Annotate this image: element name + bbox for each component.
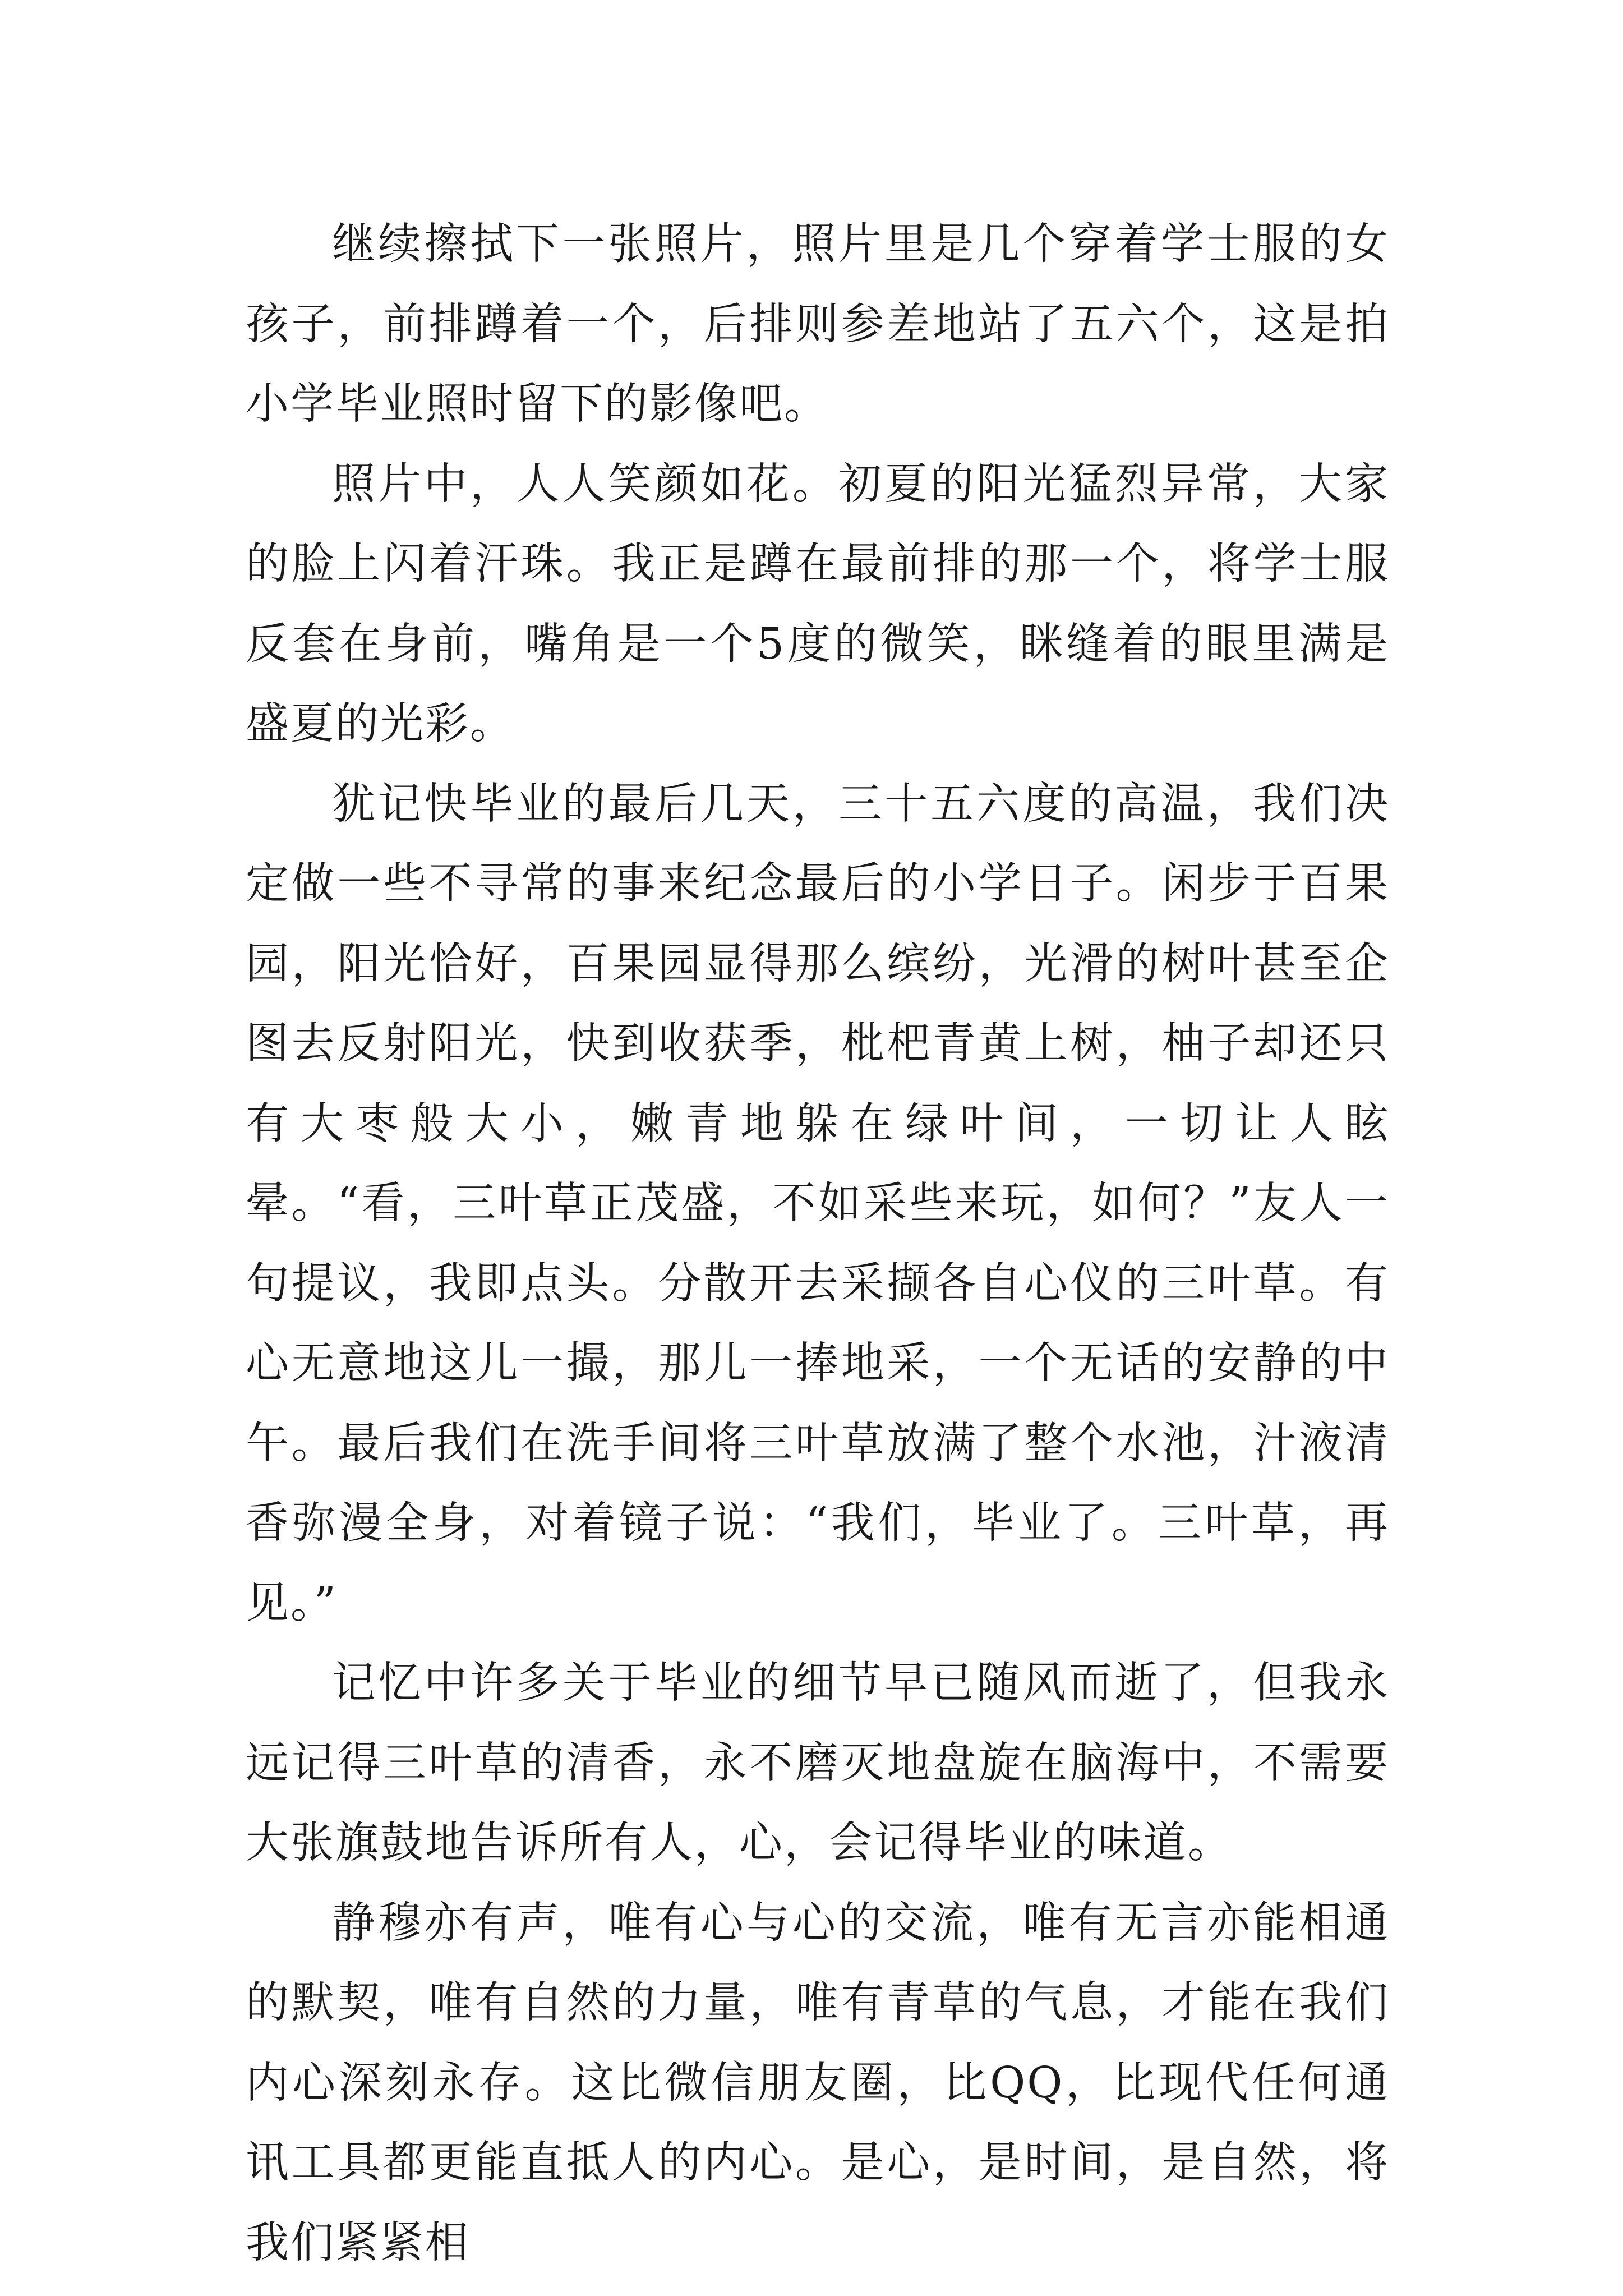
paragraph-graduation-taste: 记忆中许多关于毕业的细节早已随风而逝了，但我永远记得三叶草的清香，永不磨灭地盘旋在脑海中，不需要大张旗鼓地告诉所有人，心，会记得毕业的味道。 xyxy=(246,1658,1390,1868)
paragraph-photo-smiles: 照片中，人人笑颜如花。初夏的阳光猛烈异常，大家的脸上闪着汗珠。我正是蹲在最前排的那一个，将学士服反套在身前，嘴角是一个5度的微笑，眯缝着的眼里满是盛夏的光彩。 xyxy=(246,459,1390,749)
paragraph-silent-connection: 静穆亦有声，唯有心与心的交流，唯有无言亦能相通的默契，唯有自然的力量，唯有青草的气息，才能在我们内心深刻永存。这比微信朋友圈，比QQ，比现代任何通讯工具都更能直抵人的内心。是心，是时间，是自然，将我们紧紧相 xyxy=(246,1898,1390,2268)
body-text xyxy=(246,205,1390,2283)
paragraph-clover-memory: 犹记快毕业的最后几天，三十五六度的高温，我们决定做一些不寻常的事来纪念最后的小学日子。闲步于百果园，阳光恰好，百果园显得那么缤纷，光滑的树叶甚至企图去反射阳光，快到收获季，枇杷青黄上树，柚子却还只有大枣般大小，嫩青地躲在绿叶间，一切让人眩晕。“看，三叶草正茂盛，不如采些来玩，如何？”友人一句提议，我即点头。分散开去采撷各自心仪的三叶草。有心无意地这儿一撮，那儿一捧地采，一个无话的安静的中午。最后我们在洗手间将三叶草放满了整个水池，汁液清香弥漫全身，对着镜子说：“我们，毕业了。三叶草，再见。” xyxy=(246,779,1390,1628)
paragraph-photo-description: 继续擦拭下一张照片，照片里是几个穿着学士服的女孩子，前排蹲着一个，后排则参差地站了五六个，这是拍小学毕业照时留下的影像吧。 xyxy=(246,219,1390,429)
